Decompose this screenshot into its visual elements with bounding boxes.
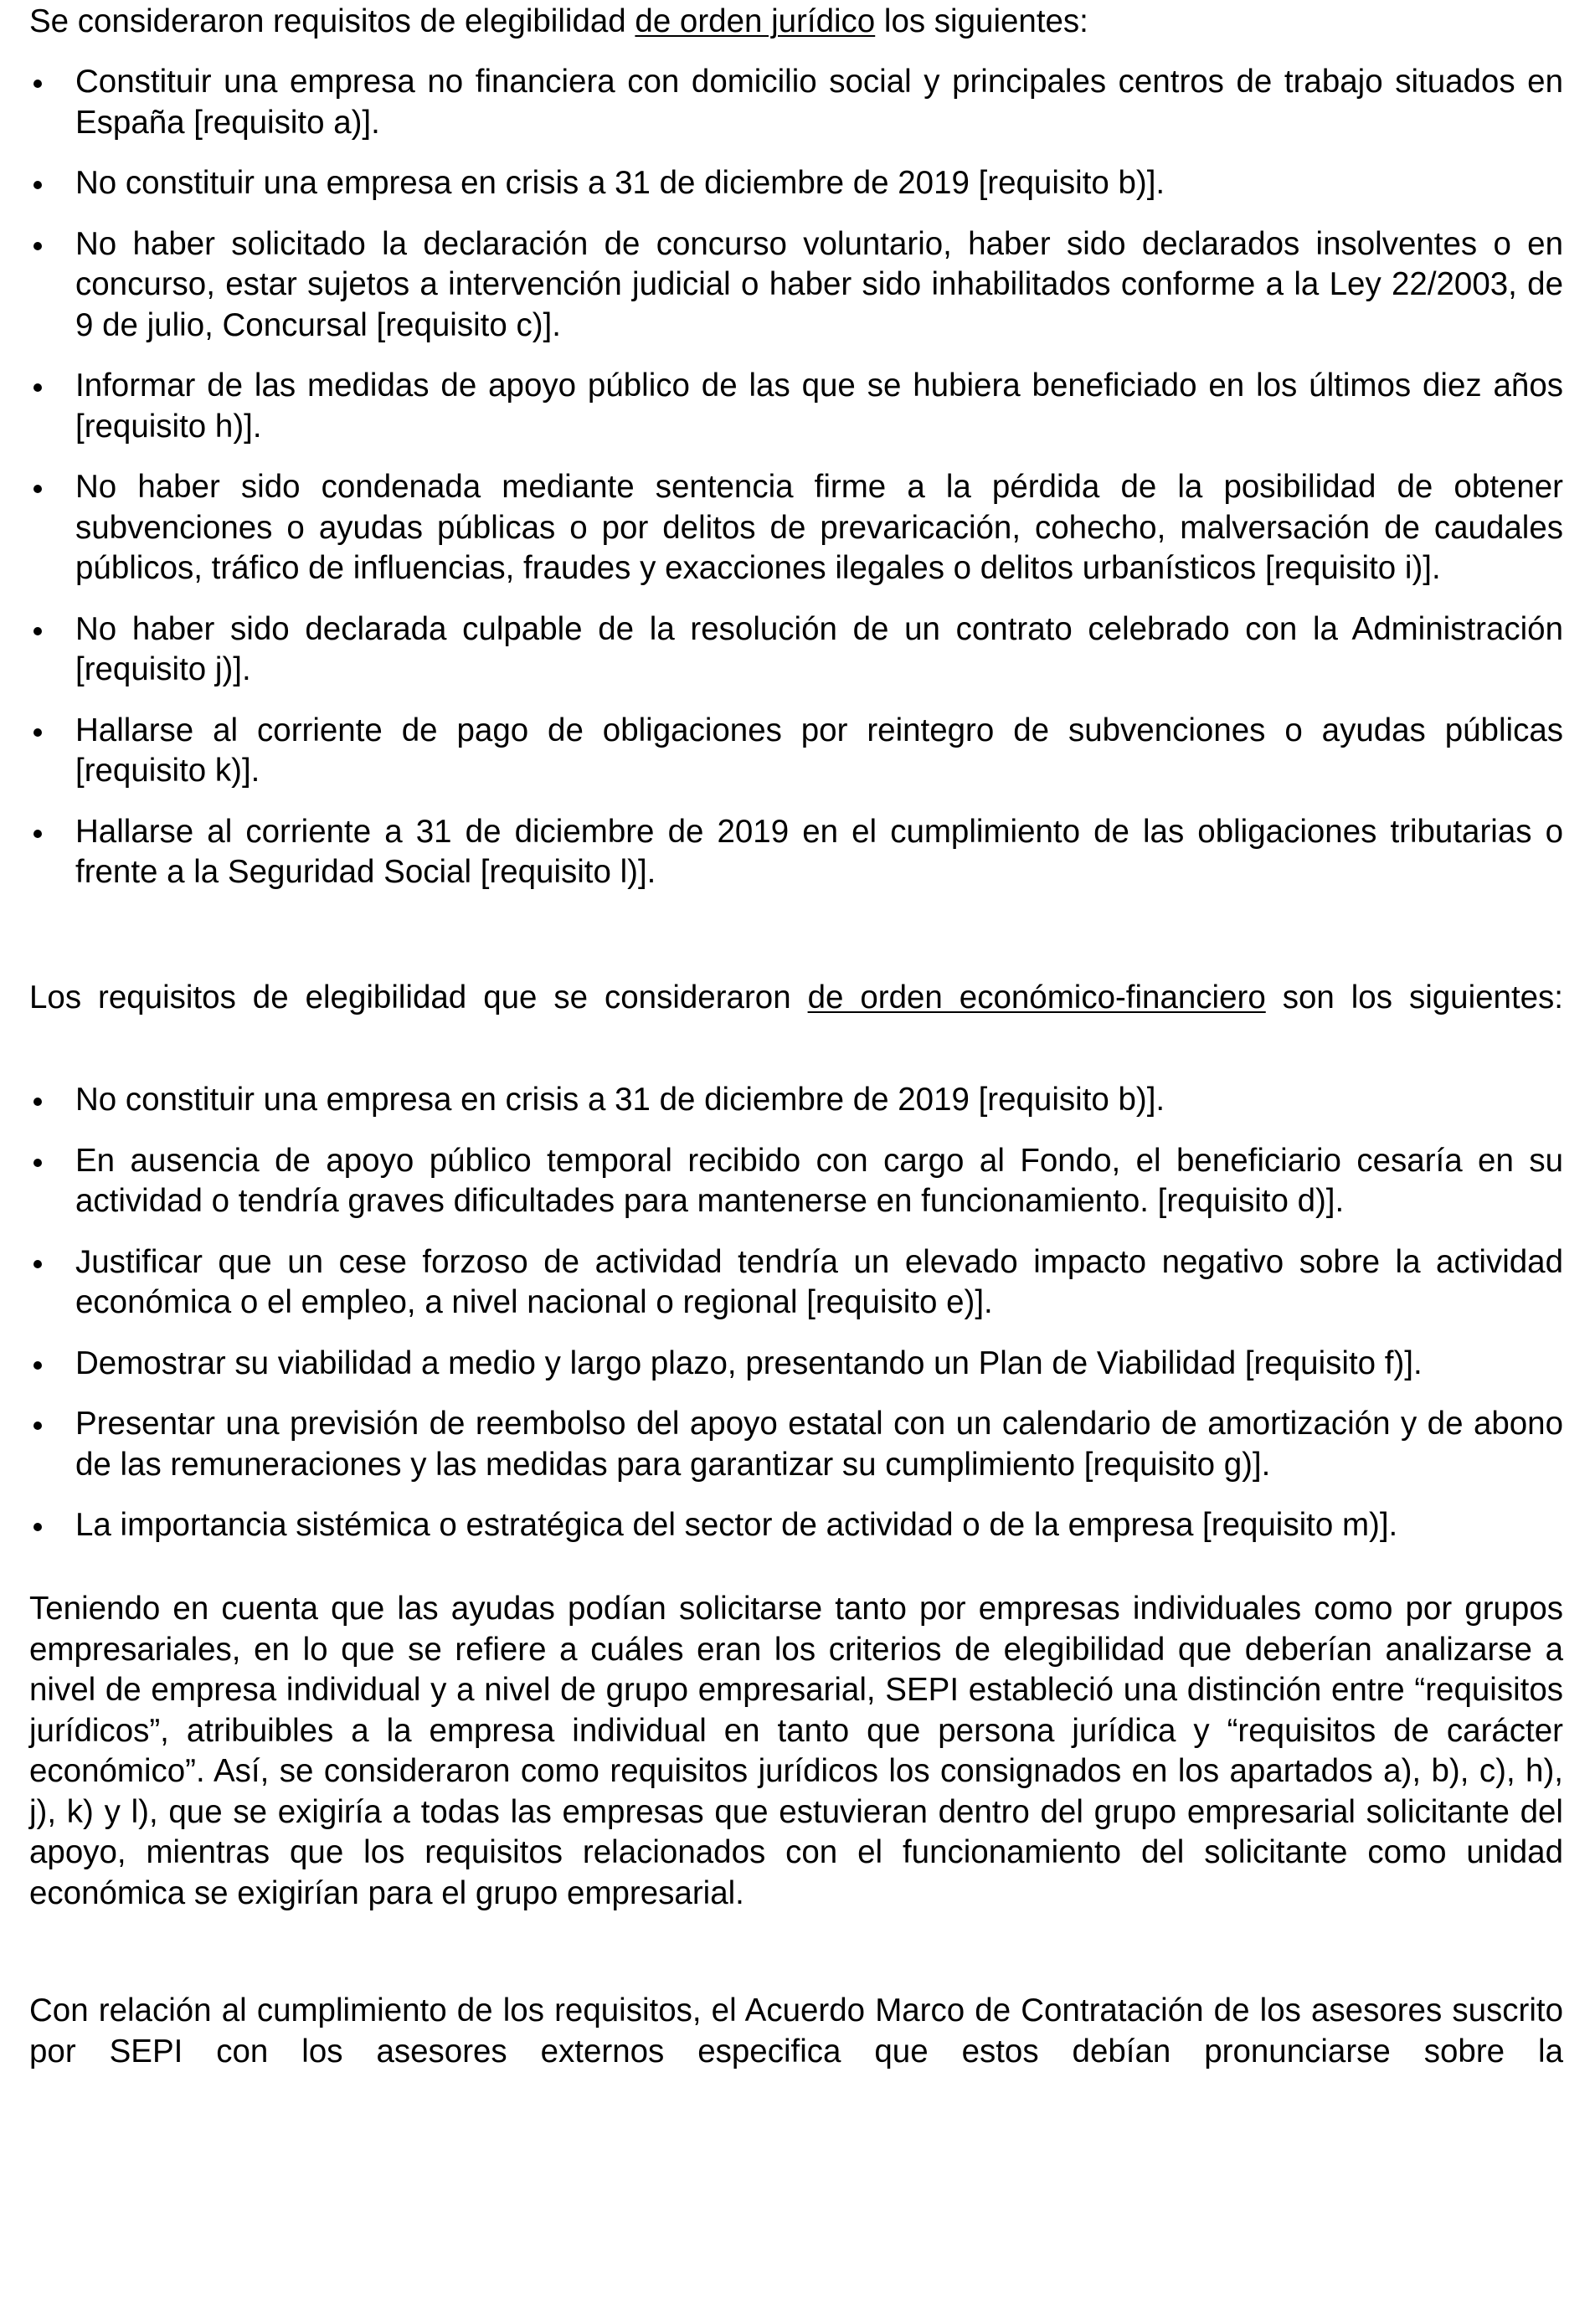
paragraph-3: Teniendo en cuenta que las ayudas podían solicitarse tanto por empresas individuales como por grupos empresariales, en lo que se refiere a cuáles eran los criterios de elegibilidad que deberían analizarse a nivel de empresa individual y a nivel de grupo empresarial, SEPI estableció una distinción entre “requisitos jurídicos”, atribuibles a la empresa individual en tanto que persona jurídica y “requisitos de carácter económico”. Así, se consideraron como requisitos jurídicos los consignados en los apartados a), b), c), h), j), k) y l), que se exigiría a todas las empresas que estuvieran dentro del grupo empresarial solicitante del apoyo, mientras que los requisitos relacionados con el funcionamiento del solicitante como unidad económica se exigirían para el grupo empresarial. — [29, 1591, 1563, 1911]
bullet-icon — [33, 1422, 42, 1430]
section1-intro — [29, 2, 1563, 43]
bullet-icon — [33, 1523, 42, 1531]
list-item — [29, 711, 1563, 792]
list-item-text: No haber sido condenada mediante sentencia firme a la pérdida de la posibilidad de obtener subvenciones o ayudas públicas o por delitos de prevaricación, cohecho, malversación de caudales públicos, tráfico de influencias, fraudes y exacciones ilegales o delitos urbanísticos [requisito i)]. — [75, 469, 1563, 586]
bullet-icon — [33, 242, 42, 250]
bullet-icon — [33, 1260, 42, 1268]
list-item — [29, 1080, 1563, 1121]
section1-list — [29, 62, 1563, 913]
list-item-text: Demostrar su viabilidad a medio y largo plazo, presentando un Plan de Viabilidad [requisito f)]. — [75, 1345, 1423, 1381]
section1-intro-text-end: los siguientes: — [875, 3, 1088, 39]
bullet-icon — [33, 1098, 42, 1106]
list-item-text: Constituir una empresa no financiera con domicilio social y principales centros de trabajo situados en España [requisito a)]. — [75, 64, 1563, 141]
list-item — [29, 609, 1563, 691]
list-item — [29, 1505, 1563, 1546]
section1-intro-text: Se consideraron requisitos de elegibilidad — [29, 3, 635, 39]
list-item-text: No constituir una empresa en crisis a 31 de diciembre de 2019 [requisito b)]. — [75, 165, 1165, 201]
list-item — [29, 1344, 1563, 1385]
list-item — [29, 1242, 1563, 1324]
list-item-text: En ausencia de apoyo público temporal recibido con cargo al Fondo, el beneficiario cesaría en su actividad o tendría graves dificultades para mantenerse en funcionamiento. [requisito d)]. — [75, 1142, 1563, 1219]
list-item — [29, 467, 1563, 589]
list-item-text: No constituir una empresa en crisis a 31 de diciembre de 2019 [requisito b)]. — [75, 1082, 1165, 1118]
paragraph-4: Con relación al cumplimiento de los requisitos, el Acuerdo Marco de Contratación de los asesores suscrito por SEPI con los asesores externos especifica que estos debían pronunciarse sobre la — [29, 1992, 1563, 2069]
list-item-text: Justificar que un cese forzoso de actividad tendría un elevado impacto negativo sobre la actividad económica o el empleo, a nivel nacional o regional [requisito e)]. — [75, 1243, 1563, 1320]
list-item — [29, 1404, 1563, 1485]
bullet-icon — [33, 830, 42, 838]
bullet-icon — [33, 728, 42, 737]
list-item — [29, 224, 1563, 347]
list-item-text: Informar de las medidas de apoyo público de las que se hubiera beneficiado en los últimos diez años [requisito h)]. — [75, 368, 1563, 445]
list-item-text: Presentar una previsión de reembolso del apoyo estatal con un calendario de amortización y de abono de las remuneraciones y las medidas para garantizar su cumplimiento [requisito g)]. — [75, 1406, 1563, 1483]
section2-intro-underlined: de orden económico-financiero — [807, 979, 1266, 1015]
bullet-icon — [33, 181, 42, 189]
list-item-text: No haber solicitado la declaración de concurso voluntario, haber sido declarados insolventes o en concurso, estar sujetos a intervención judicial o haber sido inhabilitados conforme a la Ley 22/2003, de 9 de julio, Concursal [requisito c)]. — [75, 225, 1563, 343]
bullet-icon — [33, 627, 42, 635]
bullet-icon — [33, 485, 42, 493]
section2-intro-text: Los requisitos de elegibilidad que se consideraron — [29, 979, 808, 1015]
list-item-text: Hallarse al corriente a 31 de diciembre de 2019 en el cumplimiento de las obligaciones tributarias o frente a la Seguridad Social [requisito l)]. — [75, 813, 1563, 890]
section2-list — [29, 1080, 1563, 1566]
list-item — [29, 62, 1563, 143]
list-item-text: Hallarse al corriente de pago de obligaciones por reintegro de subvenciones o ayudas públicas [requisito k)]. — [75, 712, 1563, 789]
list-item — [29, 163, 1563, 204]
bullet-icon — [33, 383, 42, 392]
section2-intro — [29, 978, 1563, 1018]
list-item — [29, 366, 1563, 447]
list-item — [29, 812, 1563, 893]
bullet-icon — [33, 80, 42, 88]
section2-intro-text-end: son los siguientes: — [1265, 979, 1564, 1015]
section1-intro-underlined: de orden jurídico — [635, 3, 876, 39]
bullet-icon — [33, 1159, 42, 1167]
bullet-icon — [33, 1361, 42, 1370]
list-item-text: No haber sido declarada culpable de la resolución de un contrato celebrado con la Administración [requisito j)]. — [75, 610, 1563, 687]
list-item — [29, 1141, 1563, 1222]
list-item-text: La importancia sistémica o estratégica del sector de actividad o de la empresa [requisito m)]. — [75, 1507, 1398, 1543]
